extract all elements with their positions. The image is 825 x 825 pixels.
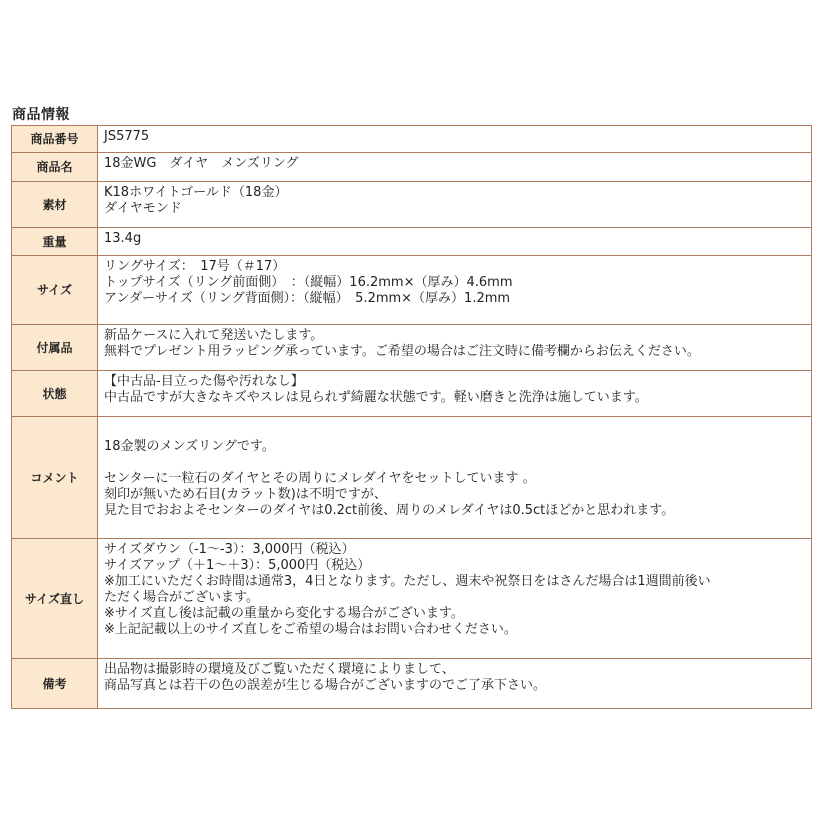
label-weight: 重量 [12,228,98,256]
value-notes [98,659,812,709]
value-product-name [98,153,812,182]
label-product-number: 商品番号 [12,126,98,153]
label-notes: 備考 [12,659,98,709]
size-line: アンダーサイズ（リング背面側）：（縦幅） 5.2mm×（厚み）1.2mm [104,291,511,306]
row-comment [12,417,812,539]
row-resize [12,539,812,659]
row-product-name [12,153,812,182]
row-product-number [12,126,812,153]
label-resize: サイズ直し [12,539,98,659]
resize-line: ※加工にいただくお時間は通常3，4日となります。ただし、週末や祝祭日をはさんだ場合は1週間前後い [104,574,711,589]
accessories-line: 無料でプレゼント用ラッピング承っています。ご希望の場合はご注文時に備考欄からお伝えください。 [104,344,700,359]
row-material [12,182,812,228]
comment-line: 18金製のメンズリングです。 [104,439,275,454]
value-comment [98,417,812,539]
resize-line: サイズダウン（-1〜-3）：3,000円（税込） [104,542,355,557]
row-condition [12,371,812,417]
comment-spacer [104,455,805,471]
product-number: JS5775 [104,129,150,144]
condition-line: 【中古品-目立った傷や汚れなし】 [104,374,304,389]
value-material [98,182,812,228]
value-condition [98,371,812,417]
resize-line: ※上記記載以上のサイズ直しをご希望の場合はお問い合わせください。 [104,622,517,637]
value-size [98,256,812,325]
resize-line: ※サイズ直し後は記載の重量から変化する場合がございます。 [104,606,464,621]
resize-line: サイズアップ（＋1〜＋3）：5,000円（税込） [104,558,371,573]
label-material: 素材 [12,182,98,228]
notes-line: 商品写真とは若干の色の誤差が生じる場合がございますのでご了承下さい。 [104,678,547,693]
product-info-table [11,125,812,709]
weight: 13.4g [104,231,142,246]
size-line: リングサイズ： 17号（＃17） [104,259,286,274]
section-title: 商品情報 [12,107,70,123]
value-product-number [98,126,812,153]
resize-line: ただく場合がございます。 [104,590,259,605]
value-weight [98,228,812,256]
label-size: サイズ [12,256,98,325]
size-line: トップサイズ（リング前面側） ：（縦幅）16.2mm×（厚み）4.6mm [104,275,513,290]
row-size [12,256,812,325]
material-line: K18ホワイトゴールド（18金） [104,185,288,200]
value-accessories [98,325,812,371]
material-line: ダイヤモンド [104,201,182,216]
comment-line: 刻印が無いため石目(カラット数)は不明ですが、 [104,487,387,502]
comment-line: センターに一粒石のダイヤとその周りにメレダイヤをセットしています 。 [104,471,536,486]
condition-line: 中古品ですが大きなキズやスレは見られず綺麗な状態です。軽い磨きと洗浄は施しています。 [104,390,648,405]
row-accessories [12,325,812,371]
accessories-line: 新品ケースに入れて発送いたします。 [104,328,324,343]
value-resize [98,539,812,659]
notes-line: 出品物は撮影時の環境及びご覧いただく環境によりまして、 [104,662,455,677]
label-condition: 状態 [12,371,98,417]
product-name: 18金WG ダイヤ メンズリング [104,156,299,171]
row-weight [12,228,812,256]
label-product-name: 商品名 [12,153,98,182]
label-comment: コメント [12,417,98,539]
comment-line: 見た目でおおよそセンターのダイヤは0.2ct前後、周りのメレダイヤは0.5ctほどかと思われます。 [104,503,675,518]
row-notes [12,659,812,709]
label-accessories: 付属品 [12,325,98,371]
